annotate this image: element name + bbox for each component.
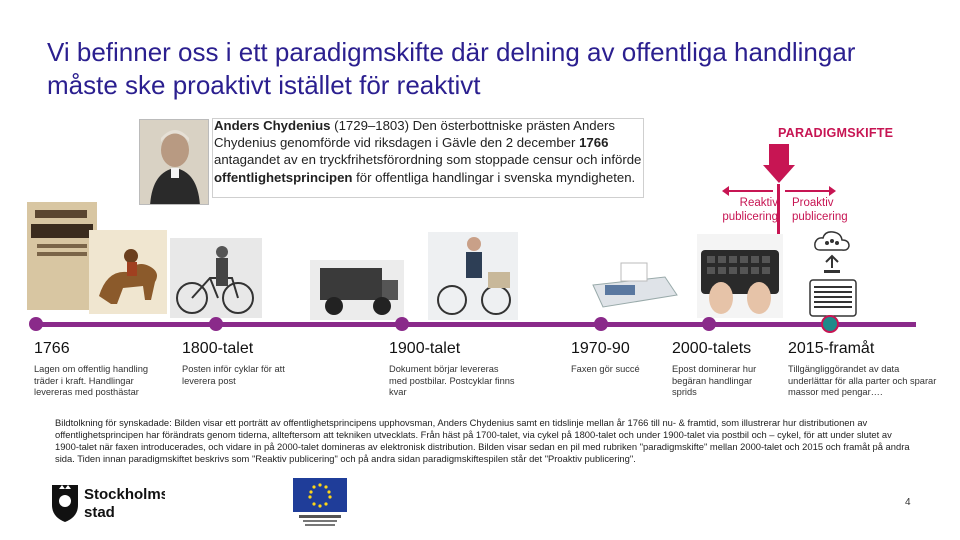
cloud-data-icon [812, 228, 852, 276]
accessibility-caption: Bildtolkning för synskadade: Bilden visar ett porträtt av offentlighetsprincipens upphovsman, Anders Chydenius samt en tidslinje mellan år 1766 till nu- & framtid, som illustrerar hur distributionen av offentlighetsprincipen har förändrats genom tiderna, allteftersom att tekniken utvecklats. Från häst på 1700-talet, via cykel på 1800-talet och under 1900-talet via postbil och – cykel, för att under slutet av 1900-talet när faxen introducerades, och vidare in på 2000-talet domineras av elektronisk distribution. Bilden visar sedan en pil med rubriken "paradigmskifte" mellan 2000-talet och 2015 och framåt på andra sida. Tiden innan paradigmskiftet beskrivs som "Reaktiv publicering" och på andra sidan paradigmskiftespilen står det "Proaktiv publicering". [55, 417, 910, 464]
era-label: 1800-talet [182, 340, 254, 357]
info-year: 1766 [579, 135, 609, 151]
timeline-dot-1800 [209, 317, 223, 331]
stockholm-logo [50, 481, 165, 523]
document-list-icon [808, 278, 858, 318]
paradigm-arrow-head [763, 165, 795, 183]
fax-machine-image [585, 255, 683, 317]
eu-logo [293, 478, 347, 530]
paradigm-arrow-stem [769, 144, 789, 166]
era-label: 1970-90 [571, 340, 630, 357]
era-description: Lagen om offentlig handling träder i kraft. Handlingar levereras med posthästar [34, 364, 149, 398]
info-principle: offentlighetsprincipen [214, 169, 353, 185]
info-name: Anders Chydenius [214, 118, 331, 133]
timeline-dot-1766 [29, 317, 43, 331]
timeline-bar [36, 322, 916, 327]
keyboard-image [697, 234, 783, 318]
info-text-3: för offentliga handlingar i svenska myndigheten. [352, 169, 636, 185]
era-label: 2015-framåt [788, 340, 875, 357]
slide-title: Vi befinner oss i ett paradigmskifte där delning av offentliga handlingar måste ske proaktivt istället för reaktivt [47, 37, 856, 100]
reactive-arrow-icon [727, 190, 773, 192]
info-text-2: antagandet av en tryckfrihetsförordning som stoppade censur och införde [214, 152, 642, 168]
page-number: 4 [905, 497, 911, 508]
svg-text:stad: stad [84, 504, 115, 521]
era-label: 1766 [34, 340, 70, 357]
chydenius-info [214, 117, 644, 186]
posthorse-image [27, 200, 167, 318]
timeline-dot-1900 [395, 317, 409, 331]
postman-bicycle-image [428, 232, 518, 320]
era-label: 2000-talets [672, 340, 752, 357]
timeline-dot-2000 [702, 317, 716, 331]
timeline-dot-2015 [821, 315, 839, 333]
postal-car-image [310, 260, 404, 320]
era-description: Faxen gör succé [571, 364, 640, 374]
bicycle-image [170, 238, 262, 318]
chydenius-portrait [139, 119, 209, 205]
proactive-publishing-label: Proaktiv publicering [792, 197, 848, 223]
era-description: Tillgängliggörandet av data underlättar för alla parter och sparar massor med pengar…. [788, 364, 937, 398]
reactive-publishing-label: Reaktiv publicering [722, 197, 778, 223]
era-label: 1900-talet [389, 340, 461, 357]
era-description: Epost dominerar hur begäran handlingar sprids [672, 364, 757, 398]
paradigm-shift-label: PARADIGMSKIFTE [778, 126, 894, 140]
info-text-1: (1729–1803) Den österbottniske prästen Anders Chydenius genomförde vid riksdagen i Gävle den 2 december [214, 118, 615, 151]
timeline-dot-1970 [594, 317, 608, 331]
proactive-arrow-icon [785, 190, 831, 192]
svg-text:Stockholms: Stockholms [84, 486, 165, 503]
era-description: Dokument börjar levereras med postbilar. Postcyklar finns kvar [389, 364, 515, 398]
era-description: Posten inför cyklar för att leverera post [182, 364, 285, 386]
